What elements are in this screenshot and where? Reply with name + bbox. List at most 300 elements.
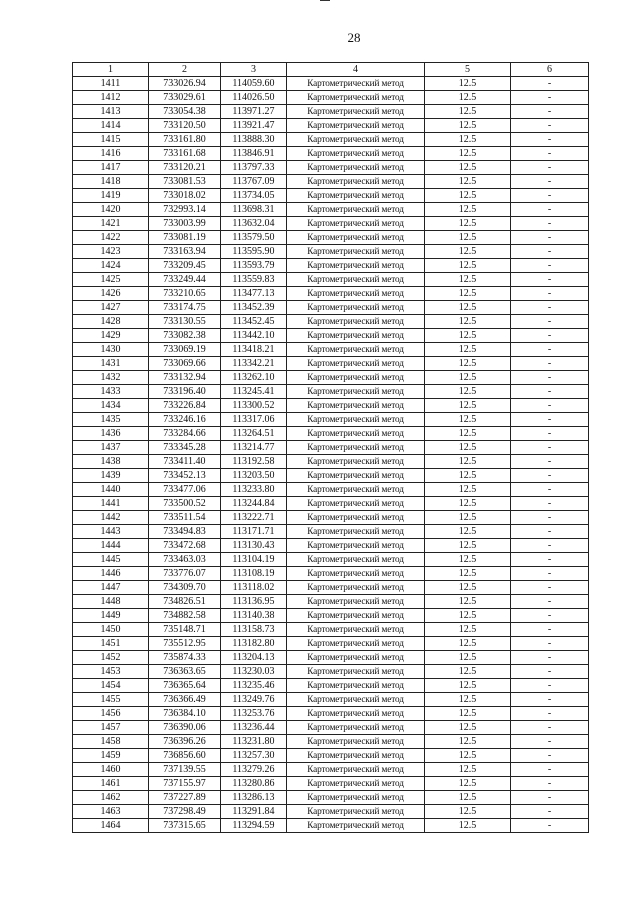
point-number-cell: 1462	[73, 791, 149, 805]
point-number-cell: 1441	[73, 497, 149, 511]
y-coordinate-cell: 113286.13	[221, 791, 287, 805]
method-cell: Картометрический метод	[287, 259, 425, 273]
accuracy-cell: 12.5	[425, 819, 511, 833]
point-number-cell: 1443	[73, 525, 149, 539]
accuracy-cell: 12.5	[425, 637, 511, 651]
accuracy-cell: 12.5	[425, 609, 511, 623]
note-cell: -	[511, 665, 589, 679]
point-number-cell: 1464	[73, 819, 149, 833]
y-coordinate-cell: 113253.76	[221, 707, 287, 721]
x-coordinate-cell: 737227.89	[149, 791, 221, 805]
table-row	[73, 357, 589, 371]
accuracy-cell: 12.5	[425, 259, 511, 273]
method-cell: Картометрический метод	[287, 595, 425, 609]
x-coordinate-cell: 733174.75	[149, 301, 221, 315]
column-header: 2	[149, 63, 221, 77]
table-row	[73, 637, 589, 651]
y-coordinate-cell: 113767.09	[221, 175, 287, 189]
note-cell: -	[511, 679, 589, 693]
x-coordinate-cell: 733249.44	[149, 273, 221, 287]
y-coordinate-cell: 113294.59	[221, 819, 287, 833]
x-coordinate-cell: 733029.61	[149, 91, 221, 105]
x-coordinate-cell: 736384.10	[149, 707, 221, 721]
point-number-cell: 1449	[73, 609, 149, 623]
note-cell: -	[511, 315, 589, 329]
column-header: 4	[287, 63, 425, 77]
accuracy-cell: 12.5	[425, 91, 511, 105]
note-cell: -	[511, 133, 589, 147]
x-coordinate-cell: 733161.68	[149, 147, 221, 161]
y-coordinate-cell: 113418.21	[221, 343, 287, 357]
table-row	[73, 651, 589, 665]
note-cell: -	[511, 693, 589, 707]
x-coordinate-cell: 733082.38	[149, 329, 221, 343]
table-row	[73, 455, 589, 469]
note-cell: -	[511, 777, 589, 791]
accuracy-cell: 12.5	[425, 441, 511, 455]
table-row	[73, 693, 589, 707]
column-header: 3	[221, 63, 287, 77]
method-cell: Картометрический метод	[287, 749, 425, 763]
x-coordinate-cell: 733776.07	[149, 567, 221, 581]
table-row	[73, 777, 589, 791]
method-cell: Картометрический метод	[287, 133, 425, 147]
note-cell: -	[511, 539, 589, 553]
x-coordinate-cell: 733284.66	[149, 427, 221, 441]
y-coordinate-cell: 113300.52	[221, 399, 287, 413]
point-number-cell: 1411	[73, 77, 149, 91]
method-cell: Картометрический метод	[287, 217, 425, 231]
point-number-cell: 1431	[73, 357, 149, 371]
y-coordinate-cell: 113264.51	[221, 427, 287, 441]
y-coordinate-cell: 113245.41	[221, 385, 287, 399]
note-cell: -	[511, 511, 589, 525]
accuracy-cell: 12.5	[425, 483, 511, 497]
point-number-cell: 1414	[73, 119, 149, 133]
table-row	[73, 301, 589, 315]
method-cell: Картометрический метод	[287, 329, 425, 343]
y-coordinate-cell: 113888.30	[221, 133, 287, 147]
note-cell: -	[511, 595, 589, 609]
x-coordinate-cell: 735148.71	[149, 623, 221, 637]
y-coordinate-cell: 113734.05	[221, 189, 287, 203]
method-cell: Картометрический метод	[287, 441, 425, 455]
y-coordinate-cell: 113171.71	[221, 525, 287, 539]
x-coordinate-cell: 736396.26	[149, 735, 221, 749]
method-cell: Картометрический метод	[287, 455, 425, 469]
x-coordinate-cell: 733054.38	[149, 105, 221, 119]
y-coordinate-cell: 113262.10	[221, 371, 287, 385]
table-row	[73, 707, 589, 721]
accuracy-cell: 12.5	[425, 525, 511, 539]
y-coordinate-cell: 113698.31	[221, 203, 287, 217]
table-row	[73, 245, 589, 259]
method-cell: Картометрический метод	[287, 497, 425, 511]
accuracy-cell: 12.5	[425, 357, 511, 371]
point-number-cell: 1457	[73, 721, 149, 735]
y-coordinate-cell: 113118.02	[221, 581, 287, 595]
point-number-cell: 1433	[73, 385, 149, 399]
y-coordinate-cell: 113279.26	[221, 763, 287, 777]
note-cell: -	[511, 371, 589, 385]
note-cell: -	[511, 763, 589, 777]
accuracy-cell: 12.5	[425, 189, 511, 203]
x-coordinate-cell: 733081.19	[149, 231, 221, 245]
table-row	[73, 567, 589, 581]
point-number-cell: 1450	[73, 623, 149, 637]
table-row	[73, 721, 589, 735]
point-number-cell: 1459	[73, 749, 149, 763]
y-coordinate-cell: 113136.95	[221, 595, 287, 609]
y-coordinate-cell: 113231.80	[221, 735, 287, 749]
table-row	[73, 791, 589, 805]
accuracy-cell: 12.5	[425, 287, 511, 301]
table-row	[73, 511, 589, 525]
y-coordinate-cell: 113452.45	[221, 315, 287, 329]
accuracy-cell: 12.5	[425, 231, 511, 245]
accuracy-cell: 12.5	[425, 497, 511, 511]
x-coordinate-cell: 737139.55	[149, 763, 221, 777]
note-cell: -	[511, 441, 589, 455]
y-coordinate-cell: 113442.10	[221, 329, 287, 343]
point-number-cell: 1460	[73, 763, 149, 777]
y-coordinate-cell: 113342.21	[221, 357, 287, 371]
x-coordinate-cell: 736390.06	[149, 721, 221, 735]
point-number-cell: 1424	[73, 259, 149, 273]
point-number-cell: 1452	[73, 651, 149, 665]
table-row	[73, 91, 589, 105]
method-cell: Картометрический метод	[287, 301, 425, 315]
table-row	[73, 105, 589, 119]
point-number-cell: 1439	[73, 469, 149, 483]
accuracy-cell: 12.5	[425, 777, 511, 791]
x-coordinate-cell: 733120.50	[149, 119, 221, 133]
accuracy-cell: 12.5	[425, 595, 511, 609]
point-number-cell: 1427	[73, 301, 149, 315]
x-coordinate-cell: 735512.95	[149, 637, 221, 651]
point-number-cell: 1432	[73, 371, 149, 385]
column-header: 1	[73, 63, 149, 77]
y-coordinate-cell: 113203.50	[221, 469, 287, 483]
accuracy-cell: 12.5	[425, 105, 511, 119]
accuracy-cell: 12.5	[425, 791, 511, 805]
note-cell: -	[511, 203, 589, 217]
y-coordinate-cell: 113797.33	[221, 161, 287, 175]
x-coordinate-cell: 734826.51	[149, 595, 221, 609]
table-row	[73, 77, 589, 91]
x-coordinate-cell: 736365.64	[149, 679, 221, 693]
note-cell: -	[511, 581, 589, 595]
point-number-cell: 1430	[73, 343, 149, 357]
method-cell: Картометрический метод	[287, 469, 425, 483]
method-cell: Картометрический метод	[287, 791, 425, 805]
y-coordinate-cell: 113104.19	[221, 553, 287, 567]
x-coordinate-cell: 733130.55	[149, 315, 221, 329]
x-coordinate-cell: 733081.53	[149, 175, 221, 189]
accuracy-cell: 12.5	[425, 133, 511, 147]
method-cell: Картометрический метод	[287, 357, 425, 371]
method-cell: Картометрический метод	[287, 427, 425, 441]
y-coordinate-cell: 113559.83	[221, 273, 287, 287]
accuracy-cell: 12.5	[425, 399, 511, 413]
method-cell: Картометрический метод	[287, 245, 425, 259]
table-row	[73, 581, 589, 595]
y-coordinate-cell: 113593.79	[221, 259, 287, 273]
x-coordinate-cell: 733472.68	[149, 539, 221, 553]
column-header: 6	[511, 63, 589, 77]
accuracy-cell: 12.5	[425, 539, 511, 553]
method-cell: Картометрический метод	[287, 105, 425, 119]
table-row	[73, 539, 589, 553]
table-row	[73, 231, 589, 245]
point-number-cell: 1456	[73, 707, 149, 721]
point-number-cell: 1417	[73, 161, 149, 175]
note-cell: -	[511, 427, 589, 441]
table-row	[73, 665, 589, 679]
note-cell: -	[511, 819, 589, 833]
y-coordinate-cell: 113257.30	[221, 749, 287, 763]
table-row	[73, 371, 589, 385]
point-number-cell: 1440	[73, 483, 149, 497]
note-cell: -	[511, 161, 589, 175]
table-row	[73, 553, 589, 567]
point-number-cell: 1453	[73, 665, 149, 679]
y-coordinate-cell: 113579.50	[221, 231, 287, 245]
note-cell: -	[511, 749, 589, 763]
point-number-cell: 1442	[73, 511, 149, 525]
method-cell: Картометрический метод	[287, 539, 425, 553]
method-cell: Картометрический метод	[287, 175, 425, 189]
x-coordinate-cell: 734882.58	[149, 609, 221, 623]
accuracy-cell: 12.5	[425, 693, 511, 707]
table-row	[73, 497, 589, 511]
method-cell: Картометрический метод	[287, 819, 425, 833]
x-coordinate-cell: 737298.49	[149, 805, 221, 819]
point-number-cell: 1445	[73, 553, 149, 567]
note-cell: -	[511, 623, 589, 637]
x-coordinate-cell: 733069.19	[149, 343, 221, 357]
x-coordinate-cell: 733026.94	[149, 77, 221, 91]
method-cell: Картометрический метод	[287, 637, 425, 651]
point-number-cell: 1463	[73, 805, 149, 819]
y-coordinate-cell: 113140.38	[221, 609, 287, 623]
note-cell: -	[511, 497, 589, 511]
x-coordinate-cell: 733120.21	[149, 161, 221, 175]
note-cell: -	[511, 791, 589, 805]
accuracy-cell: 12.5	[425, 567, 511, 581]
method-cell: Картометрический метод	[287, 707, 425, 721]
point-number-cell: 1436	[73, 427, 149, 441]
point-number-cell: 1421	[73, 217, 149, 231]
point-number-cell: 1416	[73, 147, 149, 161]
note-cell: -	[511, 259, 589, 273]
accuracy-cell: 12.5	[425, 455, 511, 469]
point-number-cell: 1423	[73, 245, 149, 259]
method-cell: Картометрический метод	[287, 147, 425, 161]
accuracy-cell: 12.5	[425, 427, 511, 441]
method-cell: Картометрический метод	[287, 273, 425, 287]
y-coordinate-cell: 113846.91	[221, 147, 287, 161]
method-cell: Картометрический метод	[287, 665, 425, 679]
table-row	[73, 217, 589, 231]
x-coordinate-cell: 733494.83	[149, 525, 221, 539]
accuracy-cell: 12.5	[425, 217, 511, 231]
method-cell: Картометрический метод	[287, 189, 425, 203]
note-cell: -	[511, 399, 589, 413]
note-cell: -	[511, 147, 589, 161]
note-cell: -	[511, 805, 589, 819]
note-cell: -	[511, 105, 589, 119]
note-cell: -	[511, 189, 589, 203]
accuracy-cell: 12.5	[425, 343, 511, 357]
table-row	[73, 413, 589, 427]
accuracy-cell: 12.5	[425, 805, 511, 819]
table-row	[73, 119, 589, 133]
accuracy-cell: 12.5	[425, 581, 511, 595]
accuracy-cell: 12.5	[425, 651, 511, 665]
x-coordinate-cell: 733226.84	[149, 399, 221, 413]
table-row	[73, 399, 589, 413]
table-body	[73, 77, 589, 833]
table-row	[73, 749, 589, 763]
y-coordinate-cell: 113235.46	[221, 679, 287, 693]
method-cell: Картометрический метод	[287, 483, 425, 497]
method-cell: Картометрический метод	[287, 371, 425, 385]
table-row	[73, 441, 589, 455]
method-cell: Картометрический метод	[287, 161, 425, 175]
y-coordinate-cell: 113291.84	[221, 805, 287, 819]
x-coordinate-cell: 734309.70	[149, 581, 221, 595]
y-coordinate-cell: 113632.04	[221, 217, 287, 231]
note-cell: -	[511, 175, 589, 189]
method-cell: Картометрический метод	[287, 399, 425, 413]
method-cell: Картометрический метод	[287, 553, 425, 567]
y-coordinate-cell: 113236.44	[221, 721, 287, 735]
x-coordinate-cell: 733209.45	[149, 259, 221, 273]
method-cell: Картометрический метод	[287, 623, 425, 637]
method-cell: Картометрический метод	[287, 777, 425, 791]
x-coordinate-cell: 733210.65	[149, 287, 221, 301]
table-row	[73, 819, 589, 833]
note-cell: -	[511, 329, 589, 343]
method-cell: Картометрический метод	[287, 343, 425, 357]
accuracy-cell: 12.5	[425, 371, 511, 385]
note-cell: -	[511, 217, 589, 231]
note-cell: -	[511, 287, 589, 301]
method-cell: Картометрический метод	[287, 315, 425, 329]
note-cell: -	[511, 413, 589, 427]
x-coordinate-cell: 733163.94	[149, 245, 221, 259]
accuracy-cell: 12.5	[425, 273, 511, 287]
point-number-cell: 1425	[73, 273, 149, 287]
x-coordinate-cell: 737315.65	[149, 819, 221, 833]
y-coordinate-cell: 113182.80	[221, 637, 287, 651]
accuracy-cell: 12.5	[425, 511, 511, 525]
note-cell: -	[511, 567, 589, 581]
table-row	[73, 595, 589, 609]
method-cell: Картометрический метод	[287, 679, 425, 693]
note-cell: -	[511, 721, 589, 735]
x-coordinate-cell: 735874.33	[149, 651, 221, 665]
point-number-cell: 1454	[73, 679, 149, 693]
table-row	[73, 287, 589, 301]
note-cell: -	[511, 525, 589, 539]
accuracy-cell: 12.5	[425, 301, 511, 315]
method-cell: Картометрический метод	[287, 203, 425, 217]
table-row	[73, 259, 589, 273]
table-row	[73, 385, 589, 399]
accuracy-cell: 12.5	[425, 203, 511, 217]
note-cell: -	[511, 273, 589, 287]
table-row	[73, 763, 589, 777]
table-row	[73, 525, 589, 539]
point-number-cell: 1451	[73, 637, 149, 651]
y-coordinate-cell: 113108.19	[221, 567, 287, 581]
method-cell: Картометрический метод	[287, 525, 425, 539]
table-row	[73, 203, 589, 217]
table-row	[73, 609, 589, 623]
accuracy-cell: 12.5	[425, 161, 511, 175]
x-coordinate-cell: 733511.54	[149, 511, 221, 525]
y-coordinate-cell: 113249.76	[221, 693, 287, 707]
table-row	[73, 147, 589, 161]
method-cell: Картометрический метод	[287, 287, 425, 301]
point-number-cell: 1444	[73, 539, 149, 553]
point-number-cell: 1412	[73, 91, 149, 105]
method-cell: Картометрический метод	[287, 693, 425, 707]
point-number-cell: 1437	[73, 441, 149, 455]
method-cell: Картометрический метод	[287, 385, 425, 399]
accuracy-cell: 12.5	[425, 119, 511, 133]
accuracy-cell: 12.5	[425, 553, 511, 567]
accuracy-cell: 12.5	[425, 413, 511, 427]
y-coordinate-cell: 113317.06	[221, 413, 287, 427]
y-coordinate-cell: 113921.47	[221, 119, 287, 133]
point-number-cell: 1455	[73, 693, 149, 707]
point-number-cell: 1447	[73, 581, 149, 595]
note-cell: -	[511, 707, 589, 721]
table-row	[73, 329, 589, 343]
method-cell: Картометрический метод	[287, 77, 425, 91]
table-row	[73, 469, 589, 483]
method-cell: Картометрический метод	[287, 805, 425, 819]
note-cell: -	[511, 231, 589, 245]
table-row	[73, 679, 589, 693]
table-row	[73, 623, 589, 637]
note-cell: -	[511, 651, 589, 665]
table-row	[73, 161, 589, 175]
x-coordinate-cell: 733069.66	[149, 357, 221, 371]
table-row	[73, 805, 589, 819]
y-coordinate-cell: 113280.86	[221, 777, 287, 791]
point-number-cell: 1434	[73, 399, 149, 413]
method-cell: Картометрический метод	[287, 763, 425, 777]
table-row	[73, 735, 589, 749]
x-coordinate-cell: 733132.94	[149, 371, 221, 385]
note-cell: -	[511, 609, 589, 623]
point-number-cell: 1415	[73, 133, 149, 147]
x-coordinate-cell: 736856.60	[149, 749, 221, 763]
x-coordinate-cell: 733411.40	[149, 455, 221, 469]
note-cell: -	[511, 343, 589, 357]
y-coordinate-cell: 113971.27	[221, 105, 287, 119]
accuracy-cell: 12.5	[425, 665, 511, 679]
method-cell: Картометрический метод	[287, 721, 425, 735]
accuracy-cell: 12.5	[425, 707, 511, 721]
y-coordinate-cell: 113230.03	[221, 665, 287, 679]
note-cell: -	[511, 735, 589, 749]
x-coordinate-cell: 733003.99	[149, 217, 221, 231]
